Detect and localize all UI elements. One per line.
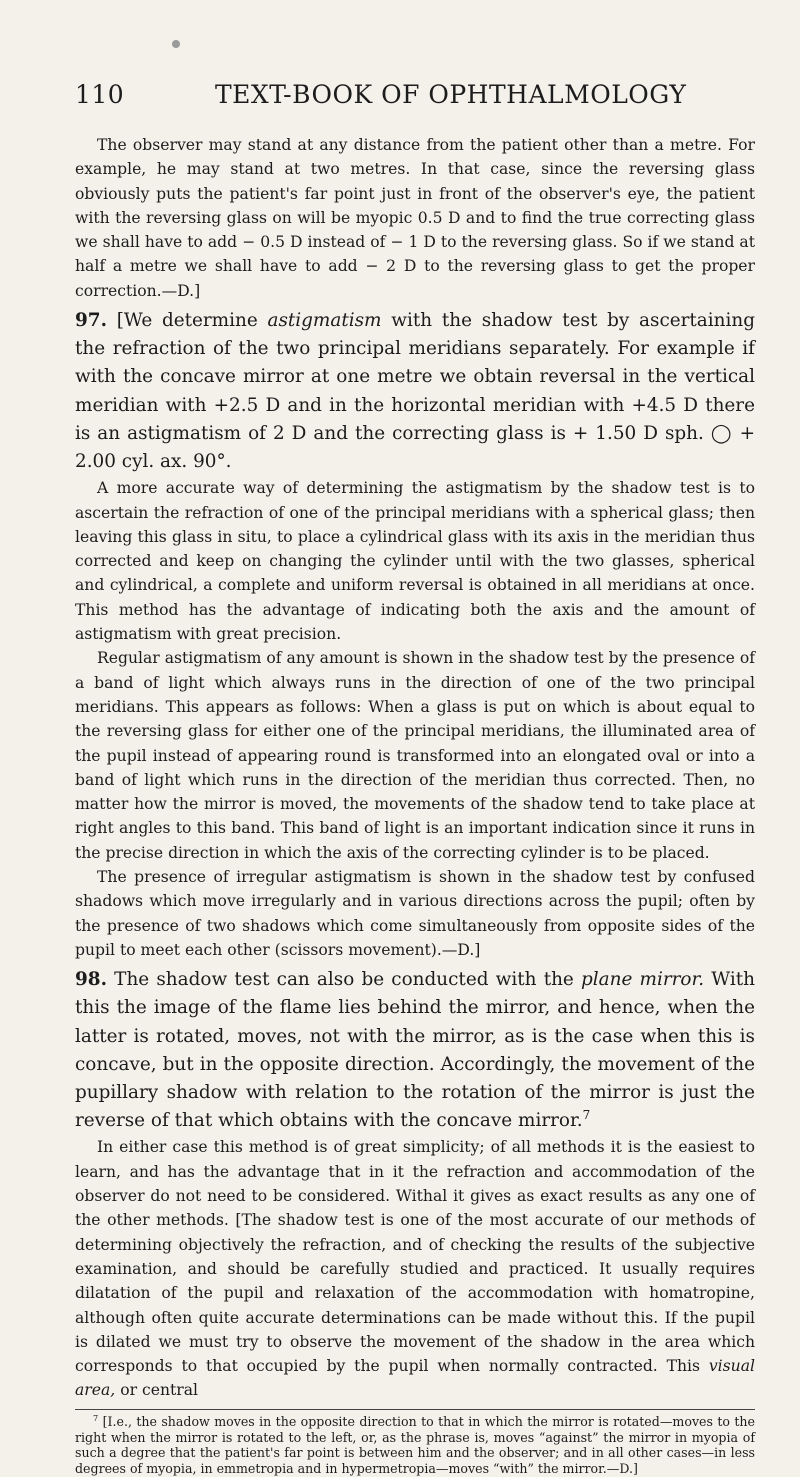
section-98-emphasis: plane mirror. xyxy=(580,969,705,991)
section-97-emphasis: astigmatism xyxy=(267,310,382,332)
footnote-reference[interactable]: 7 xyxy=(582,1108,591,1123)
section-98 xyxy=(75,966,755,1135)
footnote xyxy=(75,1414,755,1477)
section-97 xyxy=(75,307,755,476)
footnote-divider xyxy=(75,1409,755,1410)
section-number-97: 97. xyxy=(75,310,107,332)
paragraph-observer-distance: The observer may stand at any distance from the patient other than a metre. For example, he may stand at two metres. In that case, since the reversing glass obviously puts the patient's far point just in front of the observer's eye, the patient with the reversing glass on will be myopic 0.5 D and to find the true correcting glass we shall have to add − 0.5 D instead of − 1 D to the reversing glass. So if we stand at half a metre we shall have to add − 2 D to the reversing glass to get the proper correction.—D.] xyxy=(75,136,755,300)
section-97-text: with the shadow test by ascertaining the refraction of the two principal meridians separately. For example if with the concave mirror at one metre we obtain reversal in the vertical meridian with +2.5 D and in the horizontal meridian with +4.5 D there is an astigmatism of 2 D and the correcting glass is + 1.50 D sph. ◯ + 2.00 cyl. ax. 90°. xyxy=(75,310,755,473)
paragraph-astigmatism-method: A more accurate way of determining the astigmatism by the shadow test is to ascertain the refraction of one of the principal meridians with a spherical glass; then leaving this glass in situ, to place a cylindrical glass with its axis in the meridian thus corrected and keep on changing the cylinder until with the two glasses, spherical and cylindrical, a complete and uniform reversal is obtained in all meridians at once. This method has the advantage of indicating both the axis and the amount of astigmatism with great precision. xyxy=(75,479,755,644)
running-head: TEXT-BOOK OF OPHTHALMOLOGY xyxy=(215,80,687,109)
paragraph-regular-astigmatism: Regular astigmatism of any amount is shown in the shadow test by the presence of a band of light which always runs in the direction of one of the two principal meridians. This appears as follows: When a glass is put on which is about equal to the reversing glass for either one of the principal meridians, the illuminated area of the pupil instead of appearing round is transformed into an elongated oval or into a band of light which runs in the direction of the meridian thus corrected. Then, no matter how the mirror is moved, the movements of the shadow tend to take place at right angles to this band. This band of light is an important indication since it runs in the precise direction in which the axis of the correcting cylinder is to be placed. xyxy=(75,649,755,862)
paragraph-irregular-astigmatism: The presence of irregular astigmatism is shown in the shadow test by confused shadows which move irregularly and in various directions across the pupil; often by the presence of two shadows which come simultaneously from opposite sides of the pupil to meet each other (scissors movement).—D.] xyxy=(75,868,755,959)
section-98-lead: The shadow test can also be conducted with the xyxy=(107,969,581,991)
section-number-98: 98. xyxy=(75,969,107,991)
section-97-lead: [We determine xyxy=(107,310,268,332)
ink-spot xyxy=(172,40,180,48)
paragraph-simplicity-text: In either case this method is of great simplicity; of all methods it is the easiest to learn, and has the advantage that in it the refraction and accommodation of the observer do not need to be considered. Withal it gives as exact results as any one of the other methods. [The shadow test is one of the most accurate of our methods of determining objectively the refraction, and of checking the results of the subjective examination, and should be carefully studied and practiced. It usually requires dilatation of the pupil and relaxation of the accommodation with homatropine, although often quite accurate determinations can be made without this. If the pupil is dilated we must try to observe the movement of the shadow in the area which corresponds to that occupied by the pupil when normally contracted. This xyxy=(75,1138,755,1376)
visual-area-term: visual area, xyxy=(75,1357,755,1400)
footnote-text: [I.e., the shadow moves in the opposite direction to that in which the mirror is rotated—moves to the right when the mirror is rotated to the left, or, as the phrase is, moves “against” the mirror in myopia of such a degree that the patient's far point is between him and the observer; and in all other cases—in less degrees of myopia, in emmetropia and in hypermetropia—moves “with” the mirror.—D.] xyxy=(75,1413,755,1477)
page-header xyxy=(75,80,755,109)
paragraph-simplicity-end: or central xyxy=(115,1381,199,1400)
section-98-text: With this the image of the flame lies behind the mirror, and hence, when the latter is rotated, moves, not with the mirror, as is the case when this is concave, but in the opposite direction. Accordingly, the movement of the pupillary shadow with relation to the rotation of the mirror is just the reverse of that which obtains with the concave mirror. xyxy=(75,969,755,1132)
footnote-marker: 7 xyxy=(93,1412,99,1423)
paragraph-simplicity xyxy=(75,1135,755,1402)
page-number: 110 xyxy=(75,80,125,109)
